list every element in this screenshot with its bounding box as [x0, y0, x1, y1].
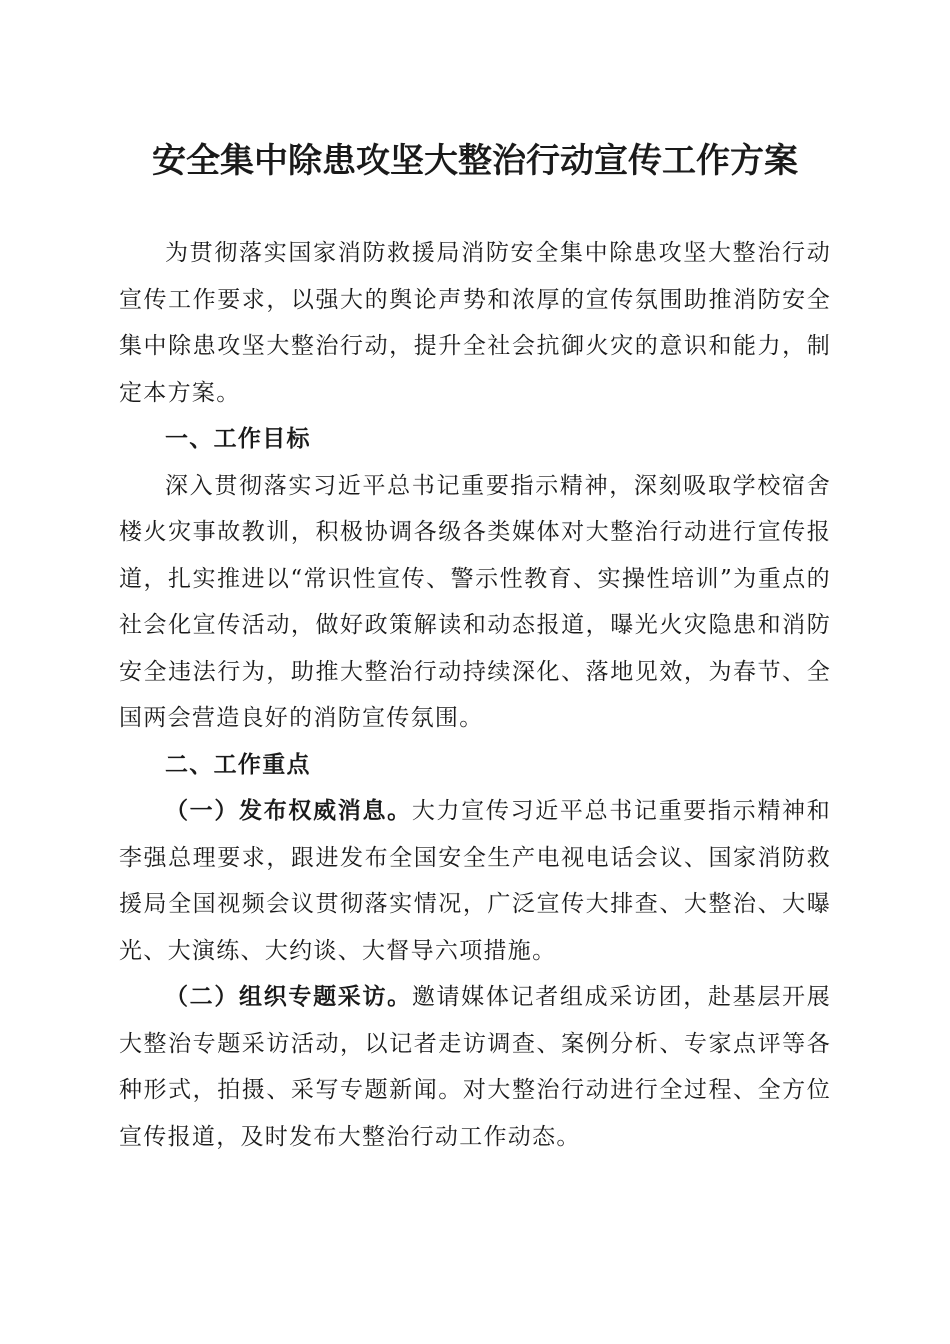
- section-heading-goals: 一、工作目标: [165, 425, 311, 452]
- document-body: [119, 230, 831, 1160]
- focus-item-2: [119, 974, 831, 1160]
- focus-item-2-body: 邀请媒体记者组成采访团，赴基层开展大整治专题采访活动，以记者走访调查、案例分析、专家点评等各种形式，拍摄、采写专题新闻。对大整治行动进行全过程、全方位宣传报道，及时发布大整治行动工作动态。: [119, 984, 831, 1150]
- goals-paragraph: 深入贯彻落实习近平总书记重要指示精神，深刻吸取学校宿舍楼火灾事故教训，积极协调各级各类媒体对大整治行动进行宣传报道，扎实推进以“常识性宣传、警示性教育、实操性培训”为重点的社会化宣传活动，做好政策解读和动态报道，曝光火灾隐患和消防安全违法行为，助推大整治行动持续深化、落地见效，为春节、全国两会营造良好的消防宣传氛围。: [119, 472, 831, 731]
- intro-paragraph: 为贯彻落实国家消防救援局消防安全集中除患攻坚大整治行动宣传工作要求，以强大的舆论声势和浓厚的宣传氛围助推消防安全集中除患攻坚大整治行动，提升全社会抗御火灾的意识和能力，制定本方案。: [119, 240, 831, 406]
- focus-item-1-body: 大力宣传习近平总书记重要指示精神和李强总理要求，跟进发布全国安全生产电视电话会议、国家消防救援局全国视频会议贯彻落实情况，广泛宣传大排查、大整治、大曝光、大演练、大约谈、大督导六项措施。: [119, 798, 831, 964]
- document-title: 安全集中除患攻坚大整治行动宣传工作方案: [152, 141, 798, 181]
- focus-item-1-lead: （一）发布权威消息。: [165, 797, 412, 824]
- focus-item-2-lead: （二）组织专题采访。: [165, 983, 412, 1010]
- focus-item-1: [119, 788, 831, 974]
- section-heading-focus: 二、工作重点: [165, 750, 311, 778]
